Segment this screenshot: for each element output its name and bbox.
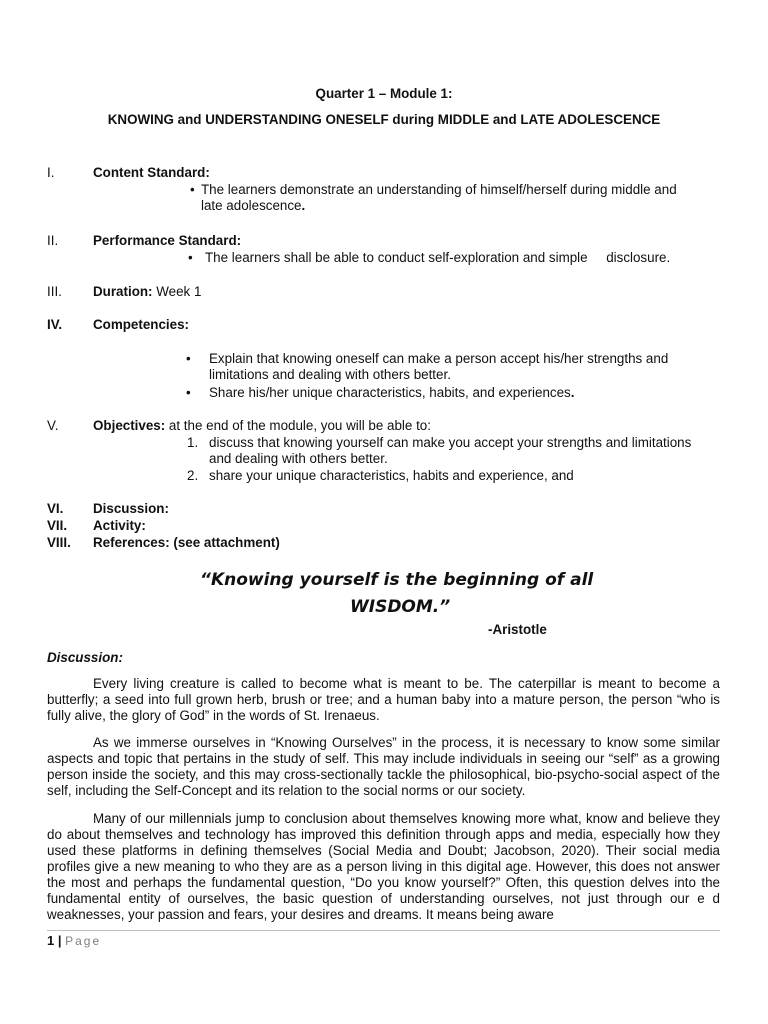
section-numeral: VI. — [47, 501, 64, 516]
page-word: Page — [65, 934, 102, 948]
section-numeral: VII. — [47, 518, 68, 533]
competency-item-2: Share his/her unique characteristics, habits, and experiences. — [209, 385, 575, 400]
discussion-heading: Discussion: — [47, 650, 123, 665]
footer-divider — [47, 930, 720, 931]
performance-standard-text: The learners shall be able to conduct self-exploration and simple disclosure. — [205, 250, 671, 265]
quote-author: -Aristotle — [488, 622, 547, 637]
bullet-icon: • — [190, 182, 195, 197]
module-title: KNOWING and UNDERSTANDING ONESELF during MIDDLE and LATE ADOLESCENCE — [107, 112, 661, 127]
bullet-icon: • — [186, 385, 191, 400]
performance-standard-label: Performance Standard: — [93, 233, 242, 248]
page-number: 1 — [47, 933, 55, 948]
page-separator: | — [54, 933, 66, 948]
section-numeral: I. — [47, 165, 55, 180]
objectives-label: Objectives: — [93, 418, 166, 433]
discussion-section-label: Discussion: — [93, 501, 169, 516]
discussion-paragraph-2: As we immerse ourselves in “Knowing Ourselves” in the process, it is necessary to know some similar aspects and topic that pertains in the study of self. This may include individuals in seeing our “self” as a growing person inside the society, and this may cross-sectionally tackle the philosophical, bio-psycho-social aspect of the self, including the Self-Concept and its relation to the social norms or our society. — [47, 735, 720, 798]
section-numeral: VIII. — [47, 535, 71, 550]
duration-label: Duration: — [93, 284, 153, 299]
objectives-line — [93, 418, 431, 434]
content-standard-label: Content Standard: — [93, 165, 210, 180]
discussion-paragraph-3: Many of our millennials jump to conclusion about themselves knowing more what, know and believe they do about themselves and technology has improved this definition through apps and media, especially how they used these platforms in defining themselves (Social Media and Doubt; Jacobson, 2020). Their social media profiles give a new meaning to who they are as a person living in this digital age. However, this does not answer the most and perhaps the fundamental question, “Do you know yourself?” Often, this question delves into the fundamental entity of ourselves, the basic question of understanding ourselves, not just through our e d weaknesses, your passion and fears, your desires and dreams. It means being aware — [47, 811, 720, 922]
objective-number: 2. — [187, 468, 199, 483]
references-section-label: References: (see attachment) — [93, 535, 280, 550]
section-numeral: II. — [47, 233, 59, 248]
objective-item-2: share your unique characteristics, habits and experience, and — [209, 468, 574, 483]
section-numeral: V. — [47, 418, 59, 433]
duration-value: Week 1 — [152, 284, 202, 299]
discussion-paragraph-1: Every living creature is called to become what is meant to be. The caterpillar is meant to become a butterfly; a seed into full grown herb, brush or tree; and a human baby into a mature person, the person “who is fully alive, the glory of God” in the words of St. Irenaeus. — [47, 676, 720, 723]
content-standard-text: The learners demonstrate an understanding of himself/herself during middle and late adolescence. — [201, 182, 677, 213]
section-numeral: III. — [47, 284, 62, 299]
duration-line — [93, 284, 201, 300]
quote-line-2: WISDOM.” — [350, 597, 451, 617]
module-heading: Quarter 1 – Module 1: — [315, 86, 453, 101]
objectives-intro: at the end of the module, you will be able to: — [165, 418, 431, 433]
activity-section-label: Activity: — [93, 518, 146, 533]
quote-line-1: “Knowing yourself is the beginning of all — [200, 570, 594, 590]
section-numeral: IV. — [47, 317, 63, 332]
bullet-icon: • — [186, 351, 191, 366]
objective-number: 1. — [187, 435, 199, 450]
competencies-label: Competencies: — [93, 317, 189, 332]
page-footer — [47, 933, 101, 949]
bullet-icon: • — [188, 250, 193, 265]
objective-item-1: discuss that knowing yourself can make you accept your strengths and limitations and dealing with others better. — [209, 435, 692, 466]
competency-item-1: Explain that knowing oneself can make a person accept his/her strengths and limitations and dealing with others better. — [209, 351, 669, 382]
